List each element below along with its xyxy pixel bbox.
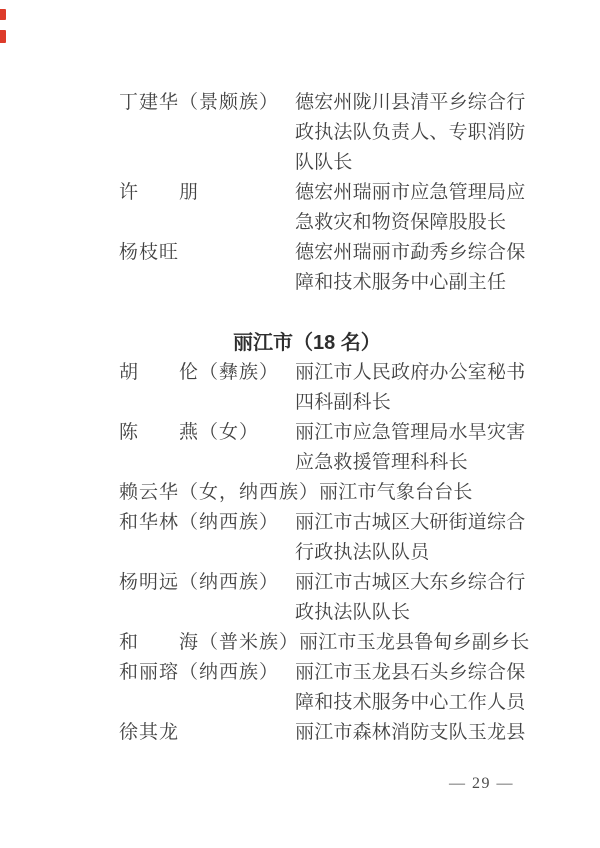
entry-position-line: 行政执法队队员	[295, 542, 430, 563]
entry-name: 许 朋	[119, 182, 200, 203]
entry-position-line: 德宏州瑞丽市勐秀乡综合保	[295, 242, 526, 263]
red-edge-mark-bottom	[0, 30, 6, 43]
entry-position-line: 四科副科长	[295, 392, 392, 413]
entry-position-line: 丽江市古城区大东乡综合行	[295, 572, 526, 593]
roster-entry	[119, 658, 529, 718]
entry-position	[319, 478, 473, 508]
roster-entry	[119, 508, 529, 568]
entry-position-line: 德宏州瑞丽市应急管理局应	[295, 182, 526, 203]
entry-position	[295, 568, 525, 628]
entry-position	[295, 358, 525, 418]
entry-position-line: 德宏州陇川县清平乡综合行	[295, 92, 526, 113]
entry-position	[295, 508, 525, 568]
entry-name: 丁建华（景颇族）	[119, 92, 280, 113]
red-edge-mark-top	[0, 9, 6, 20]
entry-position	[295, 418, 525, 478]
entry-position-line: 丽江市古城区大研街道综合	[295, 512, 526, 533]
entry-position-line: 政执法队负责人、专职消防	[295, 122, 526, 143]
roster-entry	[119, 628, 529, 658]
roster-entry	[119, 478, 529, 508]
roster-entry	[119, 568, 529, 628]
entry-position-line: 丽江市玉龙县鲁甸乡副乡长	[299, 632, 530, 653]
entry-position	[295, 718, 525, 748]
entry-name: 徐其龙	[119, 722, 180, 743]
entry-position	[295, 238, 525, 298]
entry-name: 和华林（纳西族）	[119, 512, 280, 533]
entry-position-line: 丽江市气象台台长	[319, 482, 473, 503]
entry-position	[295, 88, 525, 178]
entry-position-line: 丽江市玉龙县石头乡综合保	[295, 662, 526, 683]
entry-name: 胡 伦（彝族）	[119, 362, 280, 383]
roster-entry	[119, 238, 529, 298]
entry-position-line: 队队长	[295, 152, 353, 173]
roster-entry	[119, 418, 529, 478]
roster-entry	[119, 358, 529, 418]
entry-position	[295, 178, 525, 238]
page-number: — 29 —	[449, 775, 514, 792]
entry-name: 陈 燕（女）	[119, 422, 260, 443]
entry-position	[299, 628, 529, 658]
section-header: 丽江市（18 名）	[233, 332, 381, 354]
entry-name: 和 海（普米族）	[119, 632, 300, 653]
entry-position-line: 丽江市森林消防支队玉龙县	[295, 722, 526, 743]
roster-entry	[119, 88, 529, 178]
entry-name: 赖云华（女，纳西族）	[119, 482, 320, 503]
entry-name: 杨枝旺	[119, 242, 180, 263]
entry-position-line: 应急救援管理科科长	[295, 452, 468, 473]
entry-position-line: 丽江市应急管理局水旱灾害	[295, 422, 526, 443]
entry-position-line: 急救灾和物资保障股股长	[295, 212, 507, 233]
entry-name: 杨明远（纳西族）	[119, 572, 280, 593]
entry-position	[295, 658, 525, 718]
roster-entry	[119, 178, 529, 238]
entry-position-line: 丽江市人民政府办公室秘书	[295, 362, 526, 383]
entry-name: 和丽瑢（纳西族）	[119, 662, 280, 683]
roster-entry	[119, 718, 529, 748]
entry-position-line: 障和技术服务中心副主任	[295, 272, 507, 293]
roster-content	[119, 88, 529, 748]
entry-position-line: 政执法队队长	[295, 602, 411, 623]
entry-position-line: 障和技术服务中心工作人员	[295, 692, 526, 713]
